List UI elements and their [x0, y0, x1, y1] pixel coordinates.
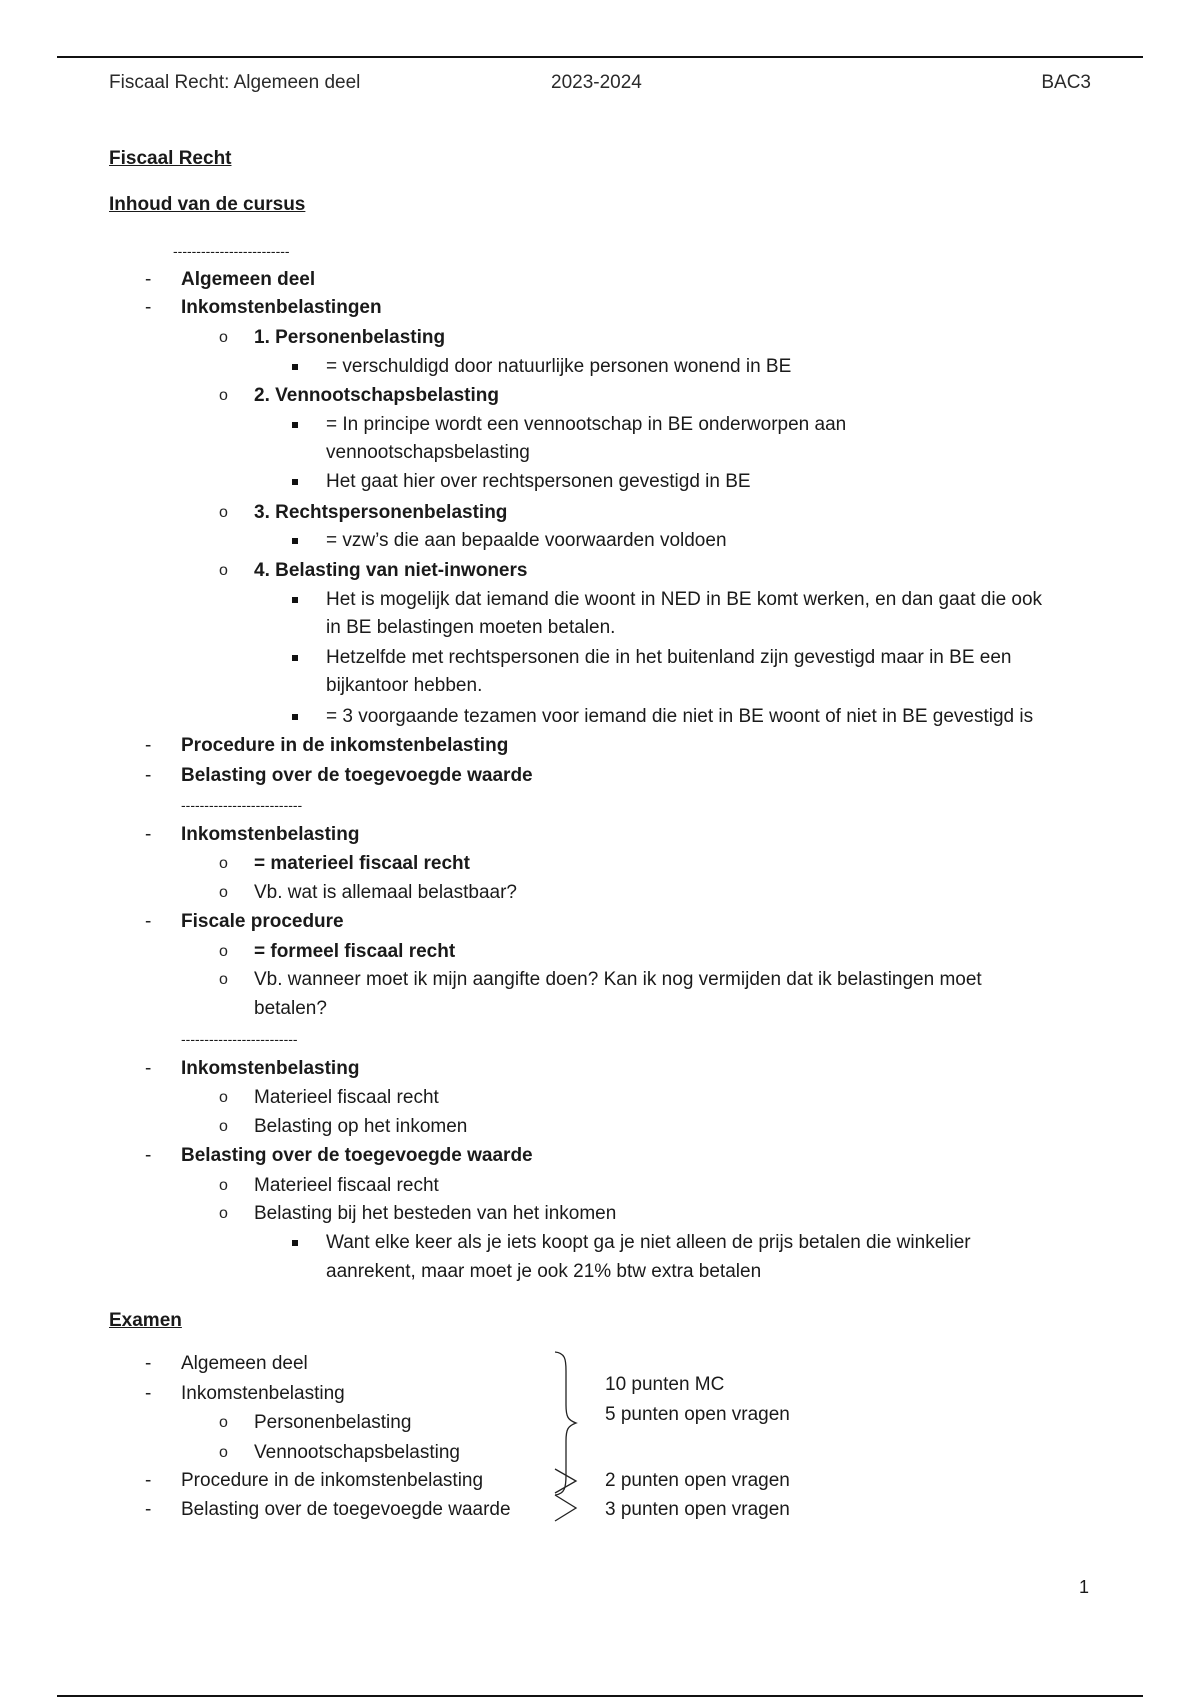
list-item-cont: in BE belastingen moeten betalen.: [326, 617, 616, 638]
list-circle: o: [219, 943, 228, 960]
list-dash: -: [145, 1058, 152, 1079]
doc-title: Fiscaal Recht: [109, 148, 232, 169]
list-item: = In principe wordt een vennootschap in BE onderworpen aan: [326, 414, 847, 435]
list-item: = verschuldigd door natuurlijke personen wonend in BE: [326, 356, 792, 377]
exam-points: 10 punten MC: [605, 1374, 725, 1395]
list-circle: o: [219, 387, 228, 404]
header-center: 2023-2024: [551, 72, 642, 93]
page-number: 1: [1078, 1577, 1089, 1597]
list-dash: -: [145, 911, 152, 932]
list-item: Belasting op het inkomen: [254, 1116, 468, 1137]
list-item: Inkomstenbelasting: [181, 1383, 345, 1404]
exam-points: 3 punten open vragen: [605, 1499, 790, 1520]
list-item: Algemeen deel: [181, 269, 316, 290]
separator: --------------------------: [181, 797, 303, 813]
list-circle: o: [219, 1414, 228, 1431]
list-item: 4. Belasting van niet-inwoners: [254, 560, 528, 581]
list-item: Personenbelasting: [254, 1412, 412, 1433]
bullet-square: [292, 655, 298, 661]
list-dash: -: [145, 824, 152, 845]
list-circle: o: [219, 1205, 228, 1222]
bullet-square: [292, 479, 298, 485]
bottom-rule: [57, 1695, 1143, 1697]
list-dash: -: [145, 1353, 152, 1374]
bullet-square: [292, 364, 298, 370]
page-header: [109, 72, 1091, 98]
list-item: = formeel fiscaal recht: [254, 941, 456, 962]
list-item: Belasting over de toegevoegde waarde: [181, 765, 533, 786]
list-item: Het gaat hier over rechtspersonen gevestigd in BE: [326, 471, 751, 492]
list-item: = 3 voorgaande tezamen voor iemand die niet in BE woont of niet in BE gevestigd is: [326, 706, 1034, 727]
list-item: Algemeen deel: [181, 1353, 308, 1374]
list-circle: o: [219, 329, 228, 346]
list-item: = vzw’s die aan bepaalde voorwaarden voldoen: [326, 530, 727, 551]
bullet-square: [292, 422, 298, 428]
list-circle: o: [219, 855, 228, 872]
list-item: Inkomstenbelasting: [181, 824, 360, 845]
list-item: Vb. wanneer moet ik mijn aangifte doen? Kan ik nog vermijden dat ik belastingen moet: [254, 969, 982, 990]
list-item: Procedure in de inkomstenbelasting: [181, 735, 509, 756]
list-item: Hetzelfde met rechtspersonen die in het buitenland zijn gevestigd maar in BE een: [326, 647, 1012, 668]
exam-heading: Examen: [109, 1310, 182, 1331]
header-right: BAC3: [1041, 72, 1091, 93]
exam-points: 2 punten open vragen: [605, 1470, 790, 1491]
list-item: 2. Vennootschapsbelasting: [254, 385, 499, 406]
list-dash: -: [145, 735, 152, 756]
list-circle: o: [219, 562, 228, 579]
list-circle: o: [219, 504, 228, 521]
bullet-square: [292, 1240, 298, 1246]
list-item: Vennootschapsbelasting: [254, 1442, 460, 1463]
list-dash: -: [145, 765, 152, 786]
list-dash: -: [145, 1470, 152, 1491]
list-dash: -: [145, 297, 152, 318]
list-circle: o: [219, 1444, 228, 1461]
list-circle: o: [219, 1118, 228, 1135]
list-item: 3. Rechtspersonenbelasting: [254, 502, 508, 523]
list-item: Belasting over de toegevoegde waarde: [181, 1499, 511, 1520]
list-item: Belasting over de toegevoegde waarde: [181, 1145, 533, 1166]
bullet-square: [292, 714, 298, 720]
list-item: = materieel fiscaal recht: [254, 853, 470, 874]
list-item: Inkomstenbelasting: [181, 1058, 360, 1079]
brace-icon: [550, 1345, 590, 1525]
exam-points: 5 punten open vragen: [605, 1404, 790, 1425]
list-dash: -: [145, 1383, 152, 1404]
list-circle: o: [219, 1177, 228, 1194]
list-circle: o: [219, 971, 228, 988]
list-dash: -: [145, 1499, 152, 1520]
list-item: 1. Personenbelasting: [254, 327, 446, 348]
toc-heading: Inhoud van de cursus: [109, 194, 306, 215]
list-item: Want elke keer als je iets koopt ga je niet alleen de prijs betalen die winkelier: [326, 1232, 971, 1253]
list-item: Vb. wat is allemaal belastbaar?: [254, 882, 517, 903]
list-dash: -: [145, 269, 152, 290]
list-item-cont: aanrekent, maar moet je ook 21% btw extra betalen: [326, 1261, 762, 1282]
list-circle: o: [219, 1089, 228, 1106]
list-item: Inkomstenbelastingen: [181, 297, 382, 318]
list-item: Belasting bij het besteden van het inkomen: [254, 1203, 617, 1224]
list-item: Materieel fiscaal recht: [254, 1175, 439, 1196]
top-rule: [57, 56, 1143, 58]
list-item: Het is mogelijk dat iemand die woont in NED in BE komt werken, en dan gaat die ook: [326, 589, 1043, 610]
list-circle: o: [219, 884, 228, 901]
separator: -------------------------: [181, 1031, 298, 1047]
list-item: Fiscale procedure: [181, 911, 344, 932]
separator: -------------------------: [173, 243, 290, 259]
header-left: Fiscaal Recht: Algemeen deel: [109, 72, 361, 93]
list-item-cont: vennootschapsbelasting: [326, 442, 530, 463]
list-item: Procedure in de inkomstenbelasting: [181, 1470, 484, 1491]
bullet-square: [292, 597, 298, 603]
list-item-cont: betalen?: [254, 998, 327, 1019]
bullet-square: [292, 538, 298, 544]
list-dash: -: [145, 1145, 152, 1166]
list-item-cont: bijkantoor hebben.: [326, 675, 483, 696]
list-item: Materieel fiscaal recht: [254, 1087, 439, 1108]
